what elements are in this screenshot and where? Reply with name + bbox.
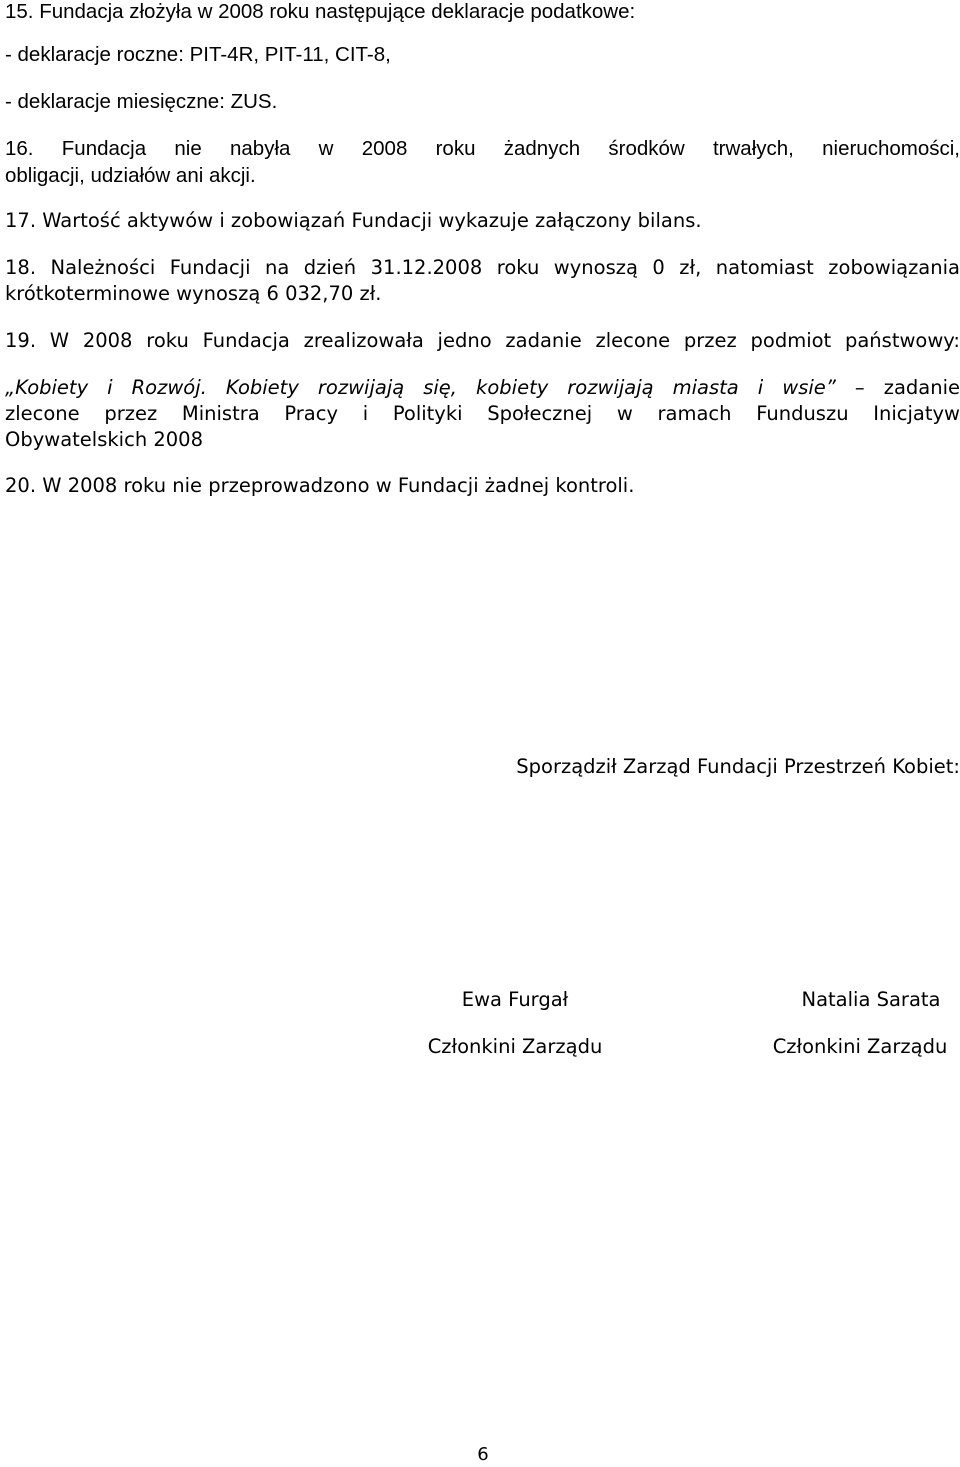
item-15: 15. Fundacja złożyła w 2008 roku następujące deklaracje podatkowe: xyxy=(5,0,636,23)
item-16-line-2: obligacji, udziałów ani akcji. xyxy=(5,164,256,187)
signatory-1-role: Członkini Zarządu xyxy=(427,1035,603,1058)
item-18-line-2: krótkoterminowe wynoszą 6 032,70 zł. xyxy=(5,282,382,305)
item-19-line-2-rest: – zadanie xyxy=(835,376,960,399)
item-20: 20. W 2008 roku nie przeprowadzono w Fundacji żadnej kontroli. xyxy=(5,474,635,497)
item-15-monthly-declarations: - deklaracje miesięczne: ZUS. xyxy=(5,90,278,113)
item-15-annual-declarations: - deklaracje roczne: PIT-4R, PIT-11, CIT-8, xyxy=(5,43,391,66)
prepared-by: Sporządził Zarząd Fundacji Przestrzeń Kobiet: xyxy=(516,755,960,778)
item-16-line-1: 16. Fundacja nie nabyła w 2008 roku żadnych środków trwałych, nieruchomości, xyxy=(5,137,960,160)
item-17: 17. Wartość aktywów i zobowiązań Fundacji wykazuje załączony bilans. xyxy=(5,209,702,232)
item-18-line-1: 18. Należności Fundacji na dzień 31.12.2008 roku wynoszą 0 zł, natomiast zobowiązania xyxy=(5,256,960,279)
signatory-2-role: Członkini Zarządu xyxy=(772,1035,948,1058)
item-19-line-2 xyxy=(5,376,960,400)
signatory-1-name: Ewa Furgał xyxy=(461,988,569,1011)
signatory-2-name: Natalia Sarata xyxy=(801,988,941,1011)
task-title: „Kobiety i Rozwój. Kobiety rozwijają się, kobiety rozwijają miasta i wsie” xyxy=(5,376,836,399)
page-number: 6 xyxy=(477,1444,489,1465)
item-19-line-4: Obywatelskich 2008 xyxy=(5,428,203,451)
item-19-line-1: 19. W 2008 roku Fundacja zrealizowała jedno zadanie zlecone przez podmiot państwowy: xyxy=(5,329,960,352)
item-19-line-3: zlecone przez Ministra Pracy i Polityki Społecznej w ramach Funduszu Inicjatyw xyxy=(5,402,960,425)
